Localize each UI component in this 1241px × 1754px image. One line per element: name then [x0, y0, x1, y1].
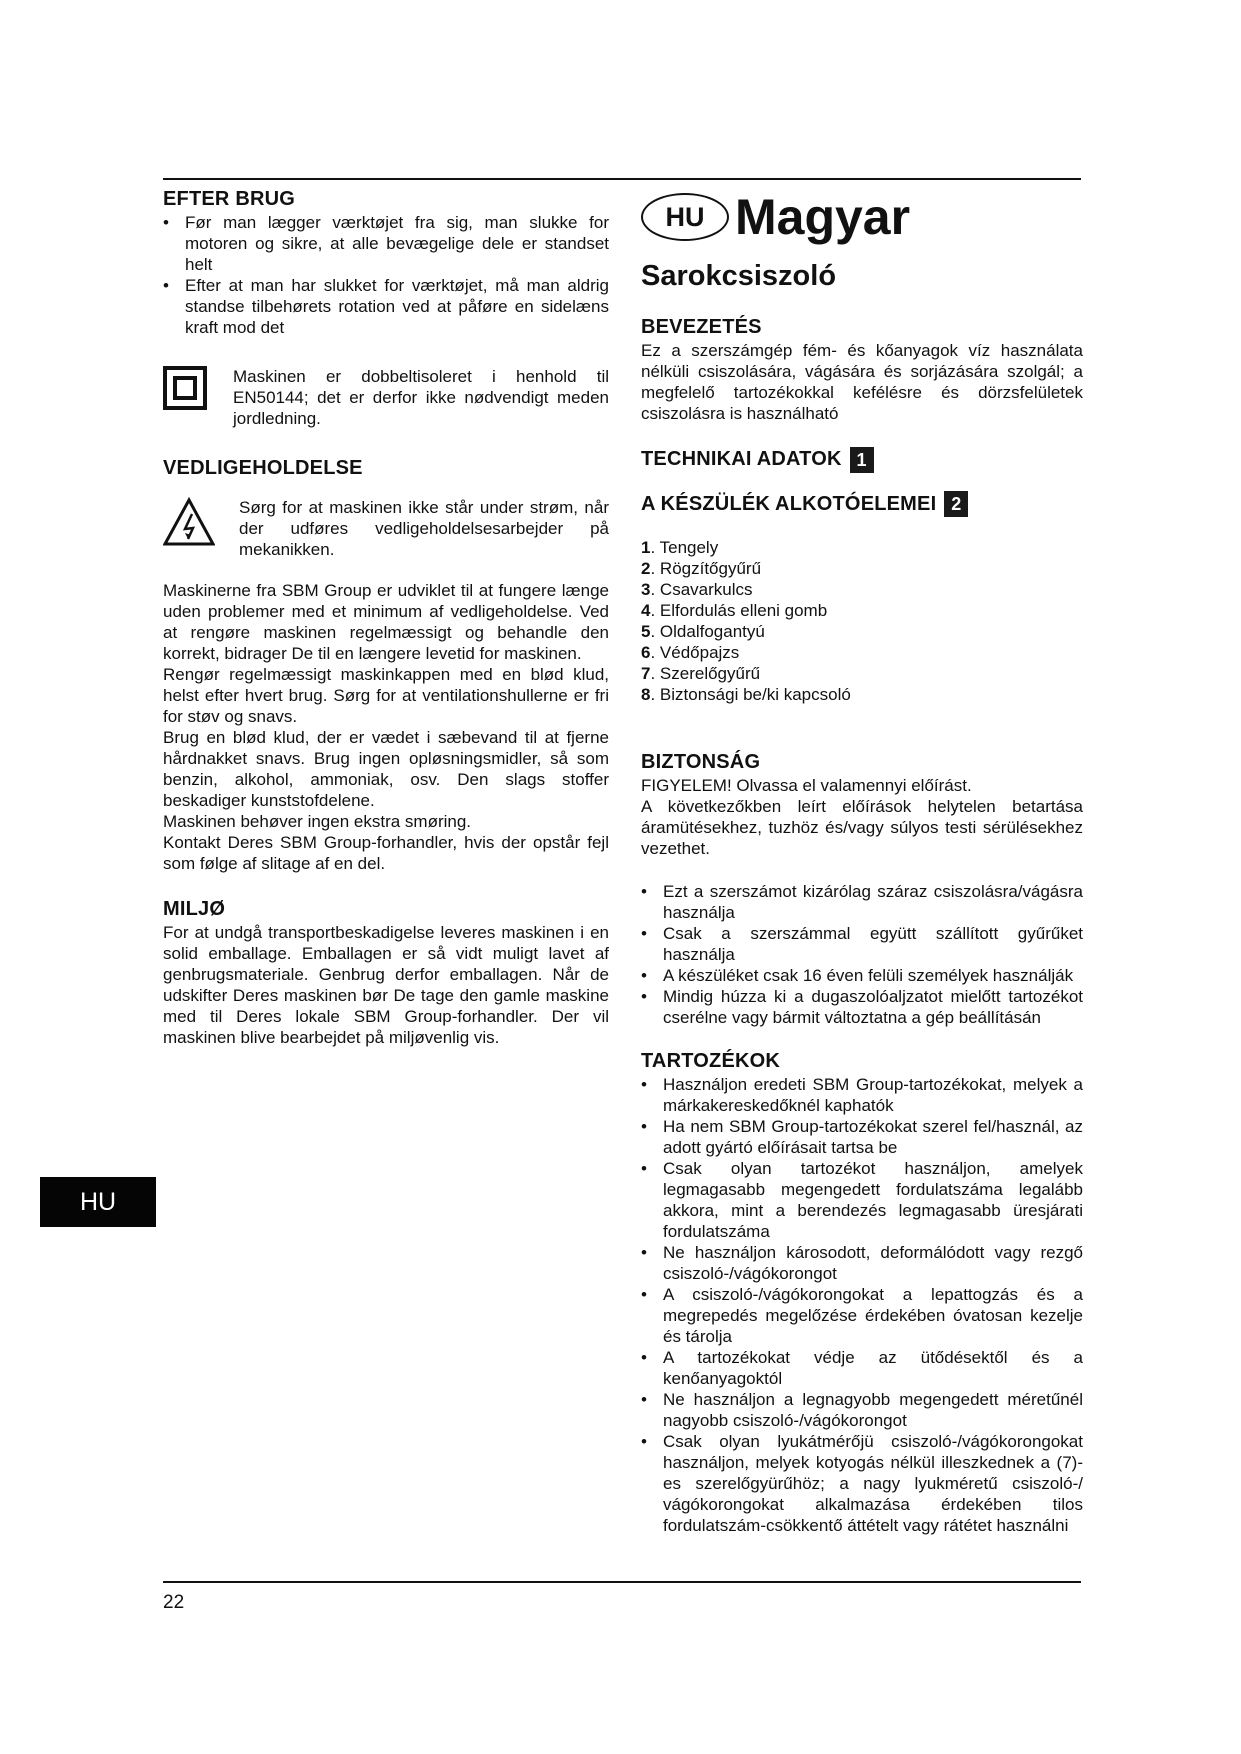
maintenance-warning-text: Sørg for at maskinen ikke står under strøm, når der udføres vedligeholdelsesarbejder på mekanikken.	[239, 498, 609, 559]
maintenance-paragraph: Brug en blød klud, der er vædet i sæbevand til at fjerne hårdnakket snavs. Brug ingen opløsningsmidler, så som benzin, alkohol, ammoniak, osv. Den slags stoffer beskadiger kunststofdelene.	[163, 728, 609, 810]
miljo-heading: MILJØ	[163, 898, 226, 920]
biztonsag-heading: BIZTONSÁG	[641, 751, 761, 774]
list-item: • Ne használjon károsodott, deformálódott vagy rezgő csiszoló-/vágókorongot	[641, 1242, 1083, 1284]
maintenance-paragraph: Maskinen behøver ingen ekstra smøring.	[163, 812, 472, 831]
biztonsag-text: A következőkben leírt előírások helytelen betartása áramütésekhez, tuzhöz és/vagy súlyos testi sérülésekhez vezethet.	[641, 797, 1083, 859]
list-item: • A csiszoló-/vágókorongokat a lepattogzás és a megrepedés megelőzése érdekében óvatosan kezelje és tárolja	[641, 1284, 1083, 1347]
technikai-heading	[641, 446, 1083, 473]
list-item: • A készüléket csak 16 éven felüli személyek használják	[641, 965, 1083, 986]
list-item: • Használjon eredeti SBM Group-tartozékokat, melyek a márkakereskedőknél kaphatók	[641, 1074, 1083, 1116]
list-item: • Csak a szerszámmal együtt szállított gyűrűket használja	[641, 923, 1083, 965]
technikai-heading-label: TECHNIKAI ADATOK	[641, 448, 842, 470]
list-item: • Mindig húzza ki a dugaszolóaljzatot mielőtt tartozékot cserélne vagy bármit változtatna a gép beállításán	[641, 986, 1083, 1028]
list-item: 3. Csavarkulcs	[641, 580, 753, 600]
tartozekok-list	[641, 1074, 1083, 1536]
biztonsag-warning: FIGYELEM! Olvassa el valamennyi előírást.	[641, 776, 972, 796]
list-item: 5. Oldalfogantyú	[641, 622, 765, 642]
electrical-warning-icon	[163, 497, 239, 552]
list-item: • Før man lægger værktøjet fra sig, man slukke for motoren og sikre, at alle bevægelige dele er standset helt	[163, 212, 609, 275]
alkotoelemei-heading	[641, 491, 1083, 518]
double-insulation-text: Maskinen er dobbeltisoleret i henhold til EN50144; det er derfor ikke nødvendigt meden jordledning.	[233, 367, 609, 428]
maintenance-paragraph: Rengør regelmæssigt maskinkappen med en blød klud, helst efter hvert brug. Sørg for at ventilationshullerne er fri for støv og snavs.	[163, 665, 609, 726]
list-item: • Efter at man har slukket for værktøjet, må man aldrig standse tilbehørets rotation ved at påføre en sidelæns kraft mod det	[163, 275, 609, 338]
efter-brug-heading: EFTER BRUG	[163, 188, 295, 210]
language-side-tab: HU	[40, 1177, 156, 1227]
bevezetes-heading: BEVEZETÉS	[641, 316, 762, 338]
language-header	[641, 190, 1083, 244]
list-item: 4. Elfordulás elleni gomb	[641, 601, 828, 621]
double-insulation-block	[163, 366, 609, 429]
list-item: • Csak olyan tartozékot használjon, amelyek legmagasabb megengedett fordulatszáma legalább akkora, mint a berendezés legmagasabb üresjárati fordulatszáma	[641, 1158, 1083, 1242]
list-item: • Ne használjon a legnagyobb megengedett méretűnél nagyobb csiszoló-/vágókorongot	[641, 1389, 1083, 1431]
document-title: Sarokcsiszoló	[641, 260, 837, 292]
tartozekok-heading: TARTOZÉKOK	[641, 1050, 781, 1073]
maintenance-warning-block	[163, 497, 609, 560]
figure-badge: 2	[944, 491, 968, 517]
maintenance-paragraphs	[163, 580, 609, 874]
parts-list	[641, 537, 1083, 705]
vedligeholdelse-heading: VEDLIGEHOLDELSE	[163, 457, 363, 479]
maintenance-paragraph: Kontakt Deres SBM Group-forhandler, hvis der opstår fejl som følge af slitage af en del.	[163, 833, 609, 873]
left-column	[163, 186, 609, 1048]
list-item: • Ezt a szerszámot kizárólag száraz csiszolásra/vágásra használja	[641, 881, 1083, 923]
list-item: 7. Szerelőgyűrű	[641, 664, 761, 684]
list-item: • Ha nem SBM Group-tartozékokat szerel fel/használ, az adott gyártó előírásait tartsa be	[641, 1116, 1083, 1158]
language-code-badge: HU	[641, 193, 729, 241]
alkotoelemei-heading-label: A KÉSZÜLÉK ALKOTÓELEMEI	[641, 492, 937, 515]
list-item: 1. Tengely	[641, 538, 719, 558]
miljo-text: For at undgå transportbeskadigelse leveres maskinen i en solid emballage. Emballagen er så vidt muligt lavet af genbrugsmateriale. Genbrug derfor emballagen. Når de udskifter Deres maskinen bør De tage den gamle maskine med til Deres lokale SBM Group-forhandler. Der vil maskinen blive bearbejdet på miljøvenlig vis.	[163, 923, 609, 1047]
language-title: Magyar	[735, 189, 911, 245]
top-rule	[163, 178, 1081, 180]
maintenance-paragraph: Maskinerne fra SBM Group er udviklet til at fungere længe uden problemer med et minimum af vedligeholdelse. Ved at rengøre maskinen regelmæssigt og behandle den korrekt, bidrager De til en længere levetid for maskinen.	[163, 581, 609, 663]
list-item: 8. Biztonsági be/ki kapcsoló	[641, 685, 851, 705]
bottom-rule	[163, 1581, 1081, 1583]
figure-badge: 1	[850, 447, 874, 473]
efter-brug-list	[163, 212, 609, 338]
page-number: 22	[163, 1592, 185, 1613]
right-column	[641, 190, 1083, 1536]
double-insulation-icon	[163, 366, 233, 415]
bevezetes-text: Ez a szerszámgép fém- és kőanyagok víz használata nélküli csiszolására, vágására és sorjázására szolgál; a megfelelő tartozékokkal kefélésre és dörzsfelületek csiszolásra is használható	[641, 341, 1083, 423]
list-item: • Csak olyan lyukátmérőjü csiszoló-/vágókorongokat használjon, melyek kotyogás nélkül illeszkednek a (7)-es szerelőgyürűhöz; a nagy lyukméretű csiszoló-/ vágókorongokat alkalmazása érdekében tilos fordulatszám-csökkentő áttételt vagy rátétet használni	[641, 1431, 1083, 1536]
biztonsag-list	[641, 881, 1083, 1028]
list-item: • A tartozékokat védje az ütődésektől és a kenőanyagoktól	[641, 1347, 1083, 1389]
list-item: 2. Rögzítőgyűrű	[641, 559, 762, 579]
list-item: 6. Védőpajzs	[641, 643, 740, 663]
